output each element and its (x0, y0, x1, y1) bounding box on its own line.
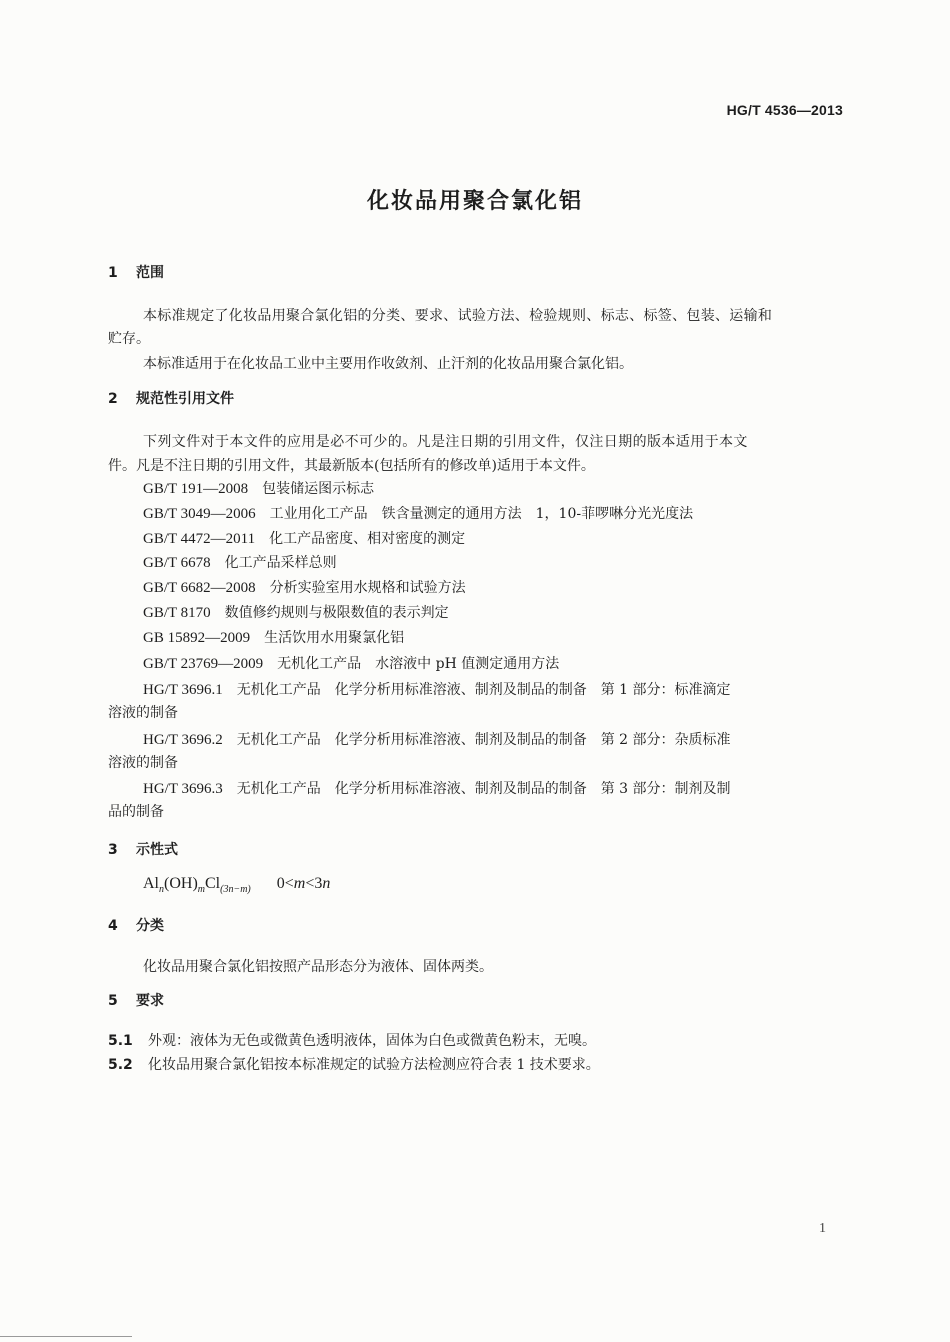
page-number: 1 (819, 1221, 826, 1236)
formula-al-subscript: n (159, 884, 164, 896)
section-number: 3 (108, 842, 118, 858)
ref-title: 数值修约规则与极限数值的表示判定 (224, 605, 449, 621)
section-number: 2 (108, 391, 118, 407)
document-code: HG/T 4536—2013 (726, 102, 843, 118)
ref-title: 化工产品采样总则 (224, 555, 337, 571)
hg-ref-continuation: 品的制备 (108, 804, 164, 820)
section-number: 5 (108, 993, 118, 1009)
ref-item (143, 478, 374, 498)
ref-code: GB 15892—2009 (143, 630, 251, 646)
ref-code: GB/T 8170 (143, 605, 211, 621)
requirement-number: 5.1 (108, 1033, 133, 1049)
section-1-heading (108, 262, 164, 282)
requirement-text: 化妆品用聚合氯化铝按本标准规定的试验方法检测应符合表 1 技术要求。 (148, 1057, 600, 1073)
formula-condition: 0<m<3n (276, 875, 331, 892)
requirement-item (108, 1054, 600, 1074)
ref-title: 包装储运图示标志 (262, 481, 375, 497)
ref-item (143, 602, 449, 622)
ref-code: GB/T 4472—2011 (143, 531, 256, 547)
ref-item (143, 577, 466, 597)
ref-item (143, 503, 693, 523)
refs-intro-line-2: 件。凡是不注日期的引用文件，其最新版本(包括所有的修改单)适用于本文件。 (108, 458, 595, 474)
section-4-heading (108, 915, 164, 935)
ref-title: 生活饮用水用聚氯化铝 (264, 630, 405, 646)
ref-code: GB/T 6682—2008 (143, 580, 256, 596)
scope-paragraph-line-2: 贮存。 (108, 331, 150, 347)
section-number: 4 (108, 918, 118, 934)
section-title: 要求 (136, 993, 164, 1009)
ref-item (143, 528, 465, 548)
requirement-item (108, 1030, 596, 1050)
ref-title: 无机化工产品 化学分析用标准溶液、制剂及制品的制备 第 3 部分：制剂及制 (236, 781, 731, 797)
ref-code: GB/T 23769—2009 (143, 656, 264, 672)
ref-code: GB/T 3049—2006 (143, 506, 256, 522)
formula-oh-subscript: m (197, 884, 205, 896)
ref-item (143, 552, 337, 572)
section-3-heading (108, 839, 178, 859)
hg-ref-item (143, 679, 731, 699)
ref-code: GB/T 6678 (143, 555, 211, 571)
section-number: 1 (108, 265, 118, 281)
ref-title: 无机化工产品 水溶液中 pH 值测定通用方法 (277, 656, 560, 672)
ref-code: HG/T 3696.3 (143, 781, 223, 797)
ref-code: GB/T 191—2008 (143, 481, 249, 497)
chemical-formula (143, 875, 330, 895)
hg-ref-continuation: 溶液的制备 (108, 755, 178, 771)
scope-paragraph-2: 本标准适用于在化妆品工业中主要用作收敛剂、止汗剂的化妆品用聚合氯化铝。 (143, 356, 633, 372)
ref-title: 无机化工产品 化学分析用标准溶液、制剂及制品的制备 第 1 部分：标准滴定 (236, 682, 731, 698)
document-title: 化妆品用聚合氯化铝 (366, 189, 583, 214)
ref-title: 工业用化工产品 铁含量测定的通用方法 1，10-菲啰啉分光光度法 (269, 506, 694, 522)
scope-paragraph-line-1: 本标准规定了化妆品用聚合氯化铝的分类、要求、试验方法、检验规则、标志、标签、包装、运输和 (143, 308, 773, 324)
requirement-number: 5.2 (108, 1057, 133, 1073)
formula-cl: Cl (205, 875, 221, 892)
ref-title: 分析实验室用水规格和试验方法 (269, 580, 466, 596)
hg-ref-item (143, 729, 731, 749)
section-title: 范围 (136, 265, 164, 281)
ref-item (143, 627, 404, 647)
section-title: 分类 (136, 918, 164, 934)
hg-ref-continuation: 溶液的制备 (108, 705, 178, 721)
ref-title: 化工产品密度、相对密度的测定 (269, 531, 466, 547)
requirement-text: 外观：液体为无色或微黄色透明液体，固体为白色或微黄色粉末，无嗅。 (148, 1033, 596, 1049)
scan-edge-line (0, 1336, 132, 1337)
formula-cl-subscript: (3n−m) (220, 884, 251, 896)
section-title: 规范性引用文件 (136, 391, 234, 407)
ref-code: HG/T 3696.2 (143, 732, 223, 748)
section-title: 示性式 (136, 842, 178, 858)
ref-item (143, 653, 559, 673)
ref-code: HG/T 3696.1 (143, 682, 223, 698)
formula-al: Al (143, 875, 159, 892)
refs-intro-line-1: 下列文件对于本文件的应用是必不可少的。凡是注日期的引用文件，仅注日期的版本适用于本文 (143, 434, 748, 450)
section-5-heading (108, 990, 164, 1010)
classification-paragraph: 化妆品用聚合氯化铝按照产品形态分为液体、固体两类。 (143, 959, 493, 975)
hg-ref-item (143, 778, 731, 798)
section-2-heading (108, 388, 234, 408)
formula-oh: (OH) (164, 875, 198, 892)
ref-title: 无机化工产品 化学分析用标准溶液、制剂及制品的制备 第 2 部分：杂质标准 (236, 732, 731, 748)
